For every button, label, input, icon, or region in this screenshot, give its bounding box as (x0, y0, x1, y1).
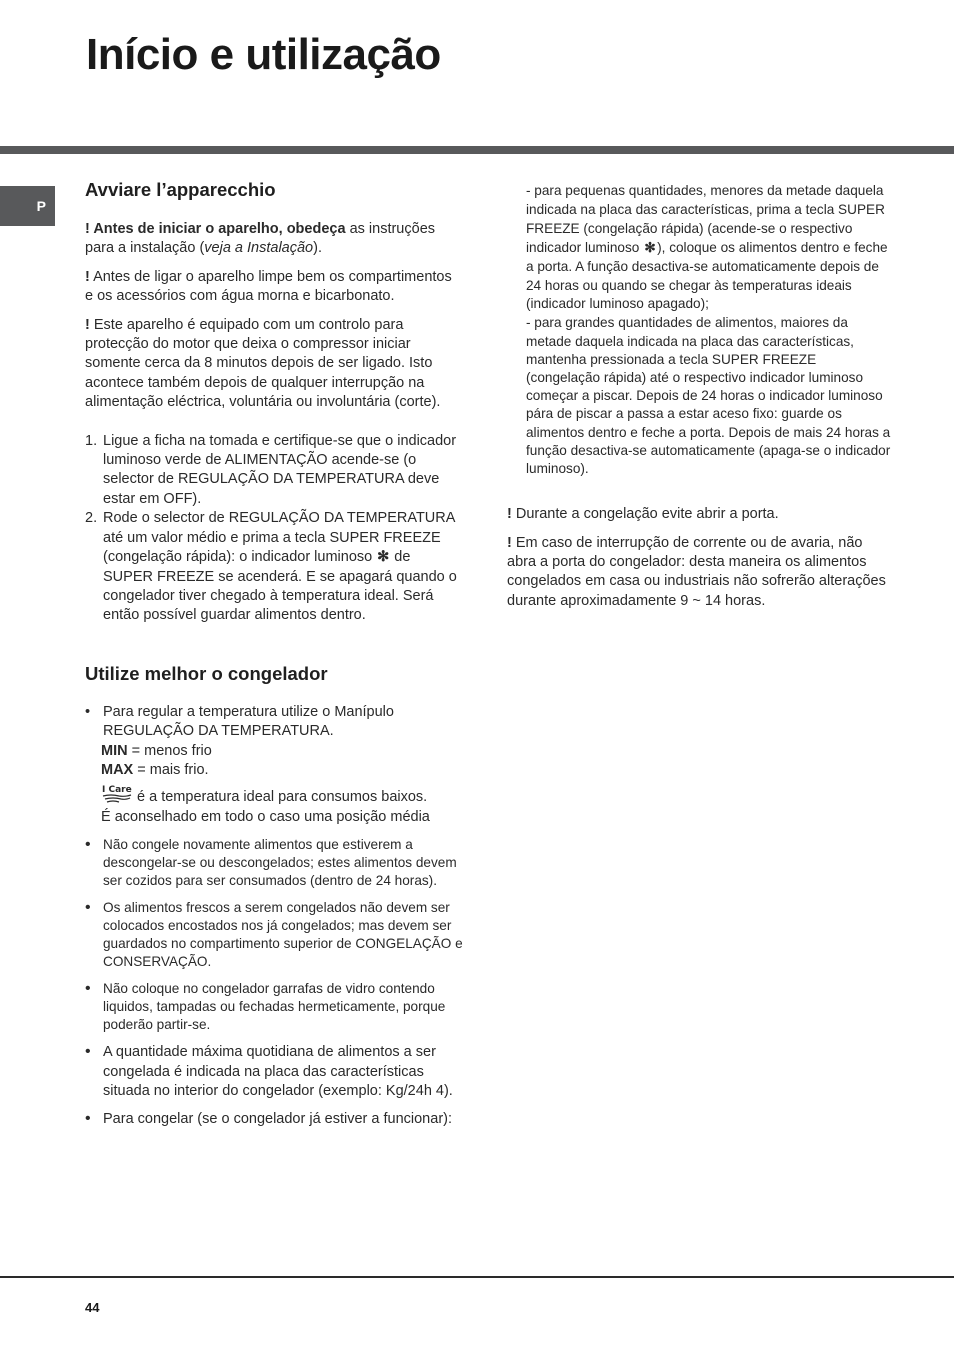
bullet-icon: • (85, 703, 91, 720)
bullet-icon: • (85, 836, 91, 854)
bullet-icon: • (85, 980, 91, 998)
freeze-instructions (507, 182, 891, 478)
language-tab: P (0, 186, 55, 226)
page-title: Início e utilização (86, 30, 441, 79)
bullet-icon: • (85, 1110, 91, 1128)
paragraph-power-failure-warning: ! Em caso de interrupção de corrente ou de avaria, não abra a porta do congelador: desta maneira os alimentos congelados em casa ou industriais não sofrerão alterações durante aproximadamente 9 ~ 14 horas. (507, 534, 886, 609)
max-label: MAX (101, 761, 134, 778)
install-note-bold: ! Antes de iniciar o aparelho, obedeça (85, 221, 346, 237)
list-item: • Não coloque no congelador garrafas de vidro contendo liquidos, tampadas ou fechadas hermeticamente, porque poderão partir-se. (85, 980, 446, 1033)
paragraph-large-quantities: - para grandes quantidades de alimentos, maiores da metade daquela indicada na placa das características, mantenha pressionada a tecla SUPER FREEZE (congelação rápida) até o respectivo indicador luminoso começar a piscar. Depois de 24 horas o indicador luminoso pára de piscar a passa a estar aceso fixo: guarde os alimentos dentro e feche a porta. Depois de mais 24 horas a função desactiva-se automaticamente (apaga-se o indicador luminoso). (526, 315, 891, 476)
icare-hand-icon (101, 784, 133, 806)
list-item: • Não congele novamente alimentos que estiverem a descongelar-se ou descongelados; estes alimentos devem ser cozidos para ser consumados (dentro de 24 horas). (85, 836, 457, 889)
usage-bullet-list (85, 703, 463, 1130)
bullet-icon: • (85, 899, 91, 917)
list-item: • Os alimentos frescos a serem congelados não devem ser colocados encostados nos já congelados; mas devem ser guardados no compartimento superior de CONGELAÇÃO e CONSERVAÇÃO. (85, 899, 463, 970)
list-item: 2. Rode o selector de REGULAÇÃO DA TEMPERATURA até um valor médio e prima a tecla SUPER FREEZE (congelação rápida): o indicador luminoso ✻ de SUPER FREEZE se acenderá. E se apagará quando o congelador tiver chegado à temperatura ideal. Será então possível guardar alimentos dentro. (85, 510, 457, 624)
list-item: • A quantidade máxima quotidiana de alimentos a ser congelada é indicada na placa das características situada no interior do congelador (exemplo: Kg/24h 4). (85, 1043, 453, 1099)
paragraph-compressor-note: ! Este aparelho é equipado com um controlo para protecção do motor que deixa o compressor iniciar somente cerca da 8 minutos depois de ser ligado. Isto acontece também depois de qualquer interrupção na alimentação eléctrica, voluntária ou involuntária (corte). (85, 316, 441, 411)
left-column (85, 178, 463, 1130)
top-divider (0, 146, 954, 154)
start-steps-list (85, 432, 463, 626)
snowflake-icon: ✻ (377, 549, 390, 566)
list-item: • Para regular a temperatura utilize o Manípulo REGULAÇÃO DA TEMPERATURA. MIN = menos frio MAX = mais frio. I Care é a temperatura ideal para consumos baixos. É aconselhado em todo o caso uma posição média (85, 703, 430, 825)
min-label: MIN (101, 742, 128, 759)
list-item: 1. Ligue a ficha na tomada e certifique-se que o indicador luminoso verde de ALIMENTAÇÃO acende-se (o selector de REGULAÇÃO DA TEMPERATURA deve estar em OFF). (85, 432, 457, 507)
section-heading-start: Avviare l’apparecchio (85, 179, 276, 200)
paragraph-install-note: ! Antes de iniciar o aparelho, obedeça as instruções para a instalação (veja a Instalação). (85, 221, 436, 257)
paragraph-small-quantities: - para pequenas quantidades, menores da metade daquela indicada na placa das características, prima a tecla SUPER FREEZE (congelação rápida) (acende-se o respectivo indicador luminoso ✻), coloque os alimentos dentro e feche a porta. A função desactiva-se automaticamente depois de 24 horas ou quando se chegar às temperaturas ideais (indicador luminoso apagado); (526, 183, 888, 312)
right-column (507, 182, 891, 611)
snowflake-icon: ✻ (644, 239, 656, 255)
bottom-divider (0, 1276, 954, 1278)
icare-label: I Care (102, 785, 132, 796)
install-reference: veja a Instalação (204, 240, 314, 257)
list-item: • Para congelar (se o congelador já estiver a funcionar): (85, 1110, 452, 1128)
paragraph-door-warning: ! Durante a congelação evite abrir a porta. (507, 506, 779, 523)
section-heading-use: Utilize melhor o congelador (85, 662, 328, 684)
page-number: 44 (85, 1300, 100, 1315)
bullet-icon: • (85, 1043, 91, 1061)
paragraph-cleaning-note: ! Antes de ligar o aparelho limpe bem os compartimentos e os acessórios com água morna e bicarbonato. (85, 268, 452, 305)
